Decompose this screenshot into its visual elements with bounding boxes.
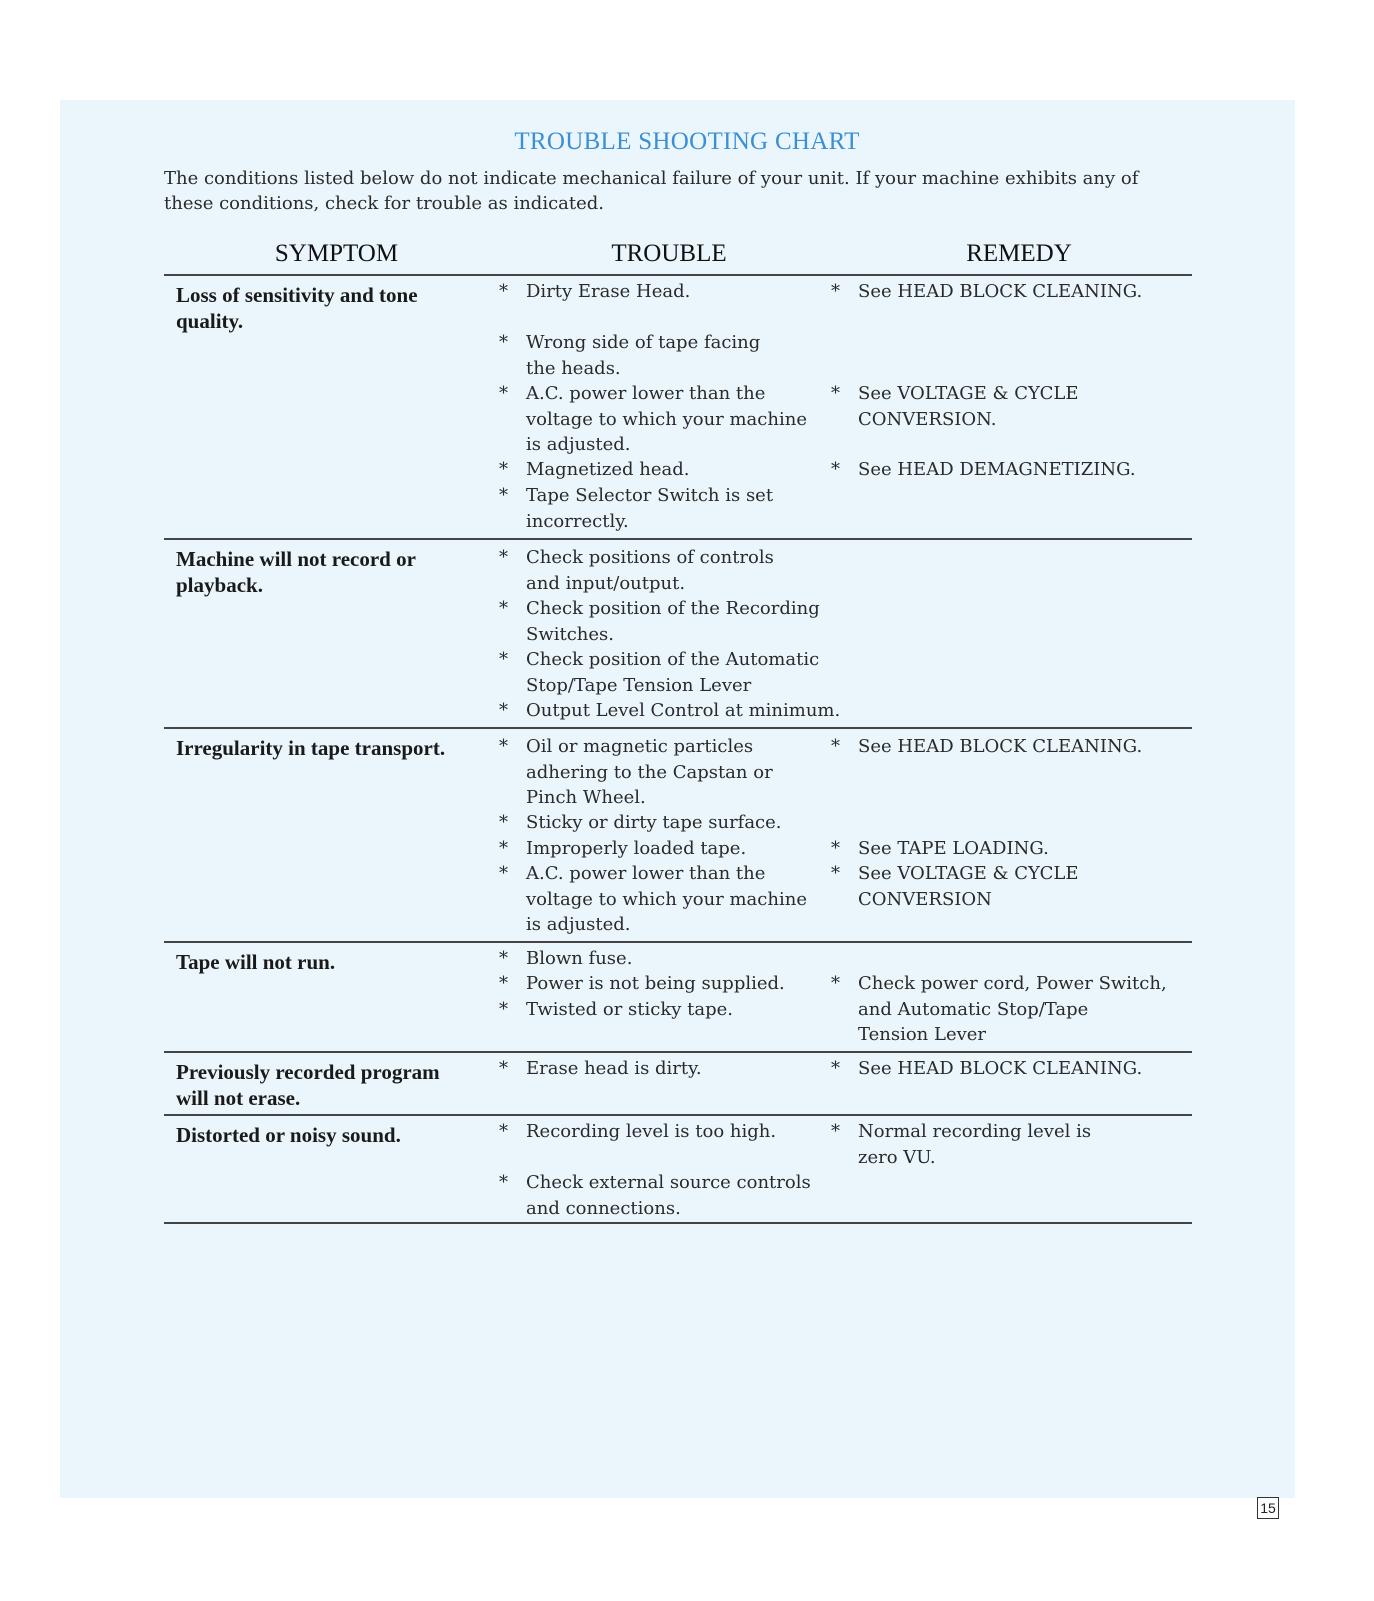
- bullet-icon: *: [499, 838, 508, 859]
- symptom-cell: Irregularity in tape transport.: [176, 736, 446, 760]
- table-row: [164, 729, 1192, 943]
- bullet-icon: *: [499, 863, 508, 884]
- trouble-item: * Oil or magnetic particles adhering to the Capstan or Pinch Wheel.: [499, 736, 773, 808]
- trouble-item: * Check external source controls and connections.: [499, 1172, 811, 1219]
- bullet-icon: *: [499, 332, 508, 353]
- symptom-cell: Tape will not run.: [176, 950, 336, 974]
- trouble-shooting-table: [164, 236, 1192, 1224]
- bullet-icon: *: [499, 1058, 508, 1079]
- bullet-icon: *: [831, 838, 840, 859]
- remedy-item: * See VOLTAGE & CYCLE CONVERSION.: [831, 383, 1079, 430]
- bullet-icon: *: [831, 383, 840, 404]
- trouble-item: * Twisted or sticky tape.: [499, 997, 844, 1023]
- bullet-icon: *: [499, 1121, 508, 1142]
- remedy-item: * See HEAD DEMAGNETIZING.: [831, 457, 1201, 483]
- trouble-item: * A.C. power lower than the voltage to which your machine is adjusted.: [499, 383, 807, 455]
- remedy-item: * See HEAD BLOCK CLEANING.: [831, 734, 1201, 760]
- symptom-cell: Distorted or noisy sound.: [176, 1123, 401, 1147]
- remedy-item: * Check power cord, Power Switch, and Automatic Stop/Tape Tension Lever: [831, 973, 1167, 1045]
- symptom-cell: Machine will not record or playback.: [176, 547, 416, 597]
- bullet-icon: *: [499, 1172, 508, 1193]
- trouble-item: * Dirty Erase Head.: [499, 279, 844, 305]
- table-header: [164, 236, 1192, 276]
- remedy-item: * See VOLTAGE & CYCLE CONVERSION: [831, 863, 1079, 910]
- bullet-icon: *: [831, 1121, 840, 1142]
- remedy-item: * See HEAD BLOCK CLEANING.: [831, 279, 1201, 305]
- trouble-item: * Sticky or dirty tape surface.: [499, 810, 844, 836]
- bullet-icon: *: [499, 459, 508, 480]
- trouble-item: * Erase head is dirty.: [499, 1056, 844, 1082]
- bullet-icon: *: [499, 649, 508, 670]
- symptom-cell: Previously recorded program will not erase.: [176, 1060, 440, 1110]
- bullet-icon: *: [831, 459, 840, 480]
- trouble-item: * Magnetized head.: [499, 457, 844, 483]
- bullet-icon: *: [499, 973, 508, 994]
- table-row: [164, 943, 1192, 1053]
- bullet-icon: *: [831, 973, 840, 994]
- page-number: 15: [1257, 1497, 1279, 1519]
- remedy-item: * See HEAD BLOCK CLEANING.: [831, 1056, 1201, 1082]
- bullet-icon: *: [499, 485, 508, 506]
- table-row: [164, 276, 1192, 540]
- bullet-icon: *: [831, 1058, 840, 1079]
- symptom-cell: Loss of sensitivity and tone quality.: [176, 283, 418, 333]
- trouble-item: * Tape Selector Switch is set incorrectly.: [499, 485, 774, 532]
- bullet-icon: *: [831, 863, 840, 884]
- header-symptom: SYMPTOM: [274, 240, 399, 267]
- trouble-item: * Check position of the Automatic Stop/Tape Tension Lever: [499, 649, 820, 696]
- table-row: [164, 540, 1192, 729]
- bullet-icon: *: [499, 700, 508, 721]
- header-trouble: TROUBLE: [611, 240, 727, 267]
- trouble-item: * Output Level Control at minimum.: [499, 698, 844, 724]
- bullet-icon: *: [499, 999, 508, 1020]
- trouble-item: * A.C. power lower than the voltage to which your machine is adjusted.: [499, 863, 807, 935]
- trouble-item: * Blown fuse.: [499, 946, 844, 972]
- table-row: [164, 1116, 1192, 1224]
- bullet-icon: *: [831, 736, 840, 757]
- bullet-icon: *: [499, 598, 508, 619]
- trouble-item: * Check position of the Recording Switches.: [499, 598, 820, 645]
- remedy-item: * Normal recording level is zero VU.: [831, 1121, 1092, 1168]
- trouble-item: * Wrong side of tape facing the heads.: [499, 332, 761, 379]
- header-remedy: REMEDY: [966, 240, 1072, 267]
- trouble-item: * Recording level is too high.: [499, 1119, 844, 1145]
- remedy-item: * See TAPE LOADING.: [831, 836, 1201, 862]
- trouble-item: * Check positions of controls and input/output.: [499, 547, 774, 594]
- page-title: TROUBLE SHOOTING CHART: [514, 128, 860, 155]
- bullet-icon: *: [499, 812, 508, 833]
- bullet-icon: *: [499, 383, 508, 404]
- table-row: [164, 1053, 1192, 1116]
- bullet-icon: *: [499, 281, 508, 302]
- bullet-icon: *: [831, 281, 840, 302]
- trouble-item: * Improperly loaded tape.: [499, 836, 844, 862]
- bullet-icon: *: [499, 948, 508, 969]
- bullet-icon: *: [499, 547, 508, 568]
- trouble-item: * Power is not being supplied.: [499, 971, 844, 997]
- intro-paragraph: The conditions listed below do not indicate mechanical failure of your unit. If your machine exhibits any of these conditions, check for trouble as indicated.: [164, 168, 1139, 214]
- bullet-icon: *: [499, 736, 508, 757]
